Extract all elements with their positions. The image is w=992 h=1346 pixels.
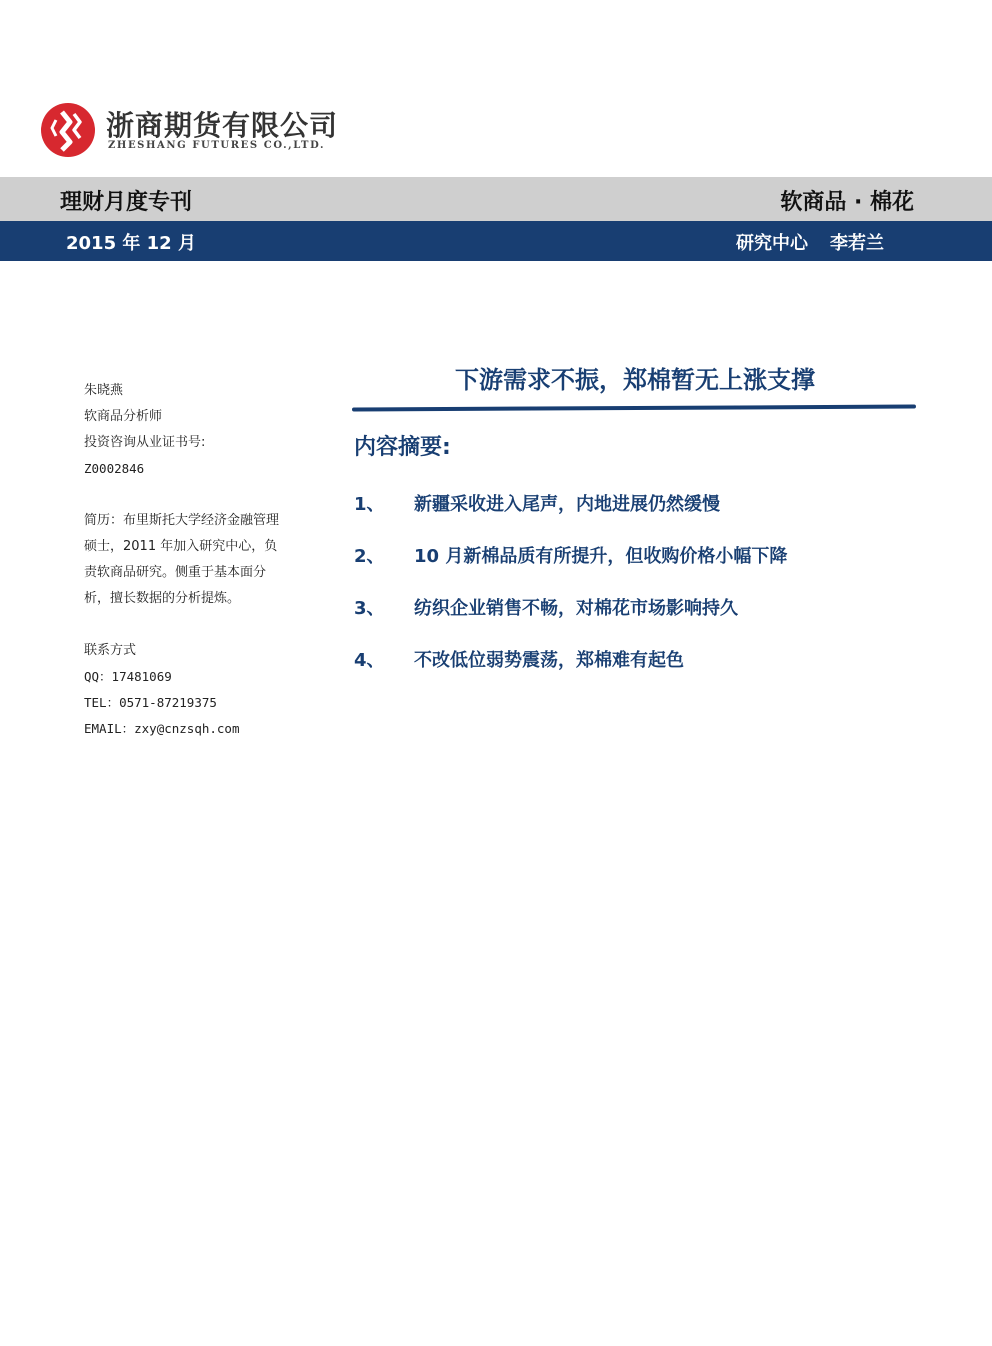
header-band-gray [0, 177, 992, 221]
report-title: 下游需求不振，郑棉暂无上涨支撑 [455, 366, 815, 394]
header-band-blue [0, 221, 992, 261]
summary-point-number: 4、 [354, 650, 385, 671]
contact-label: 联系方式 [84, 643, 137, 658]
summary-point-number: 3、 [354, 598, 385, 619]
contact-tel: TEL：0571-87219375 [84, 695, 217, 710]
author-line [736, 229, 884, 255]
summary-heading: 内容摘要: [354, 435, 451, 460]
analyst-role: 软商品分析师 [84, 409, 163, 424]
analyst-name: 朱晓燕 [84, 383, 124, 398]
report-type: 理财月度专刊 [60, 190, 193, 215]
report-category: 软商品 · 棉花 [780, 190, 914, 215]
summary-point-text: 不改低位弱势震荡，郑棉难有起色 [414, 650, 684, 671]
company-logo [40, 98, 339, 162]
analyst-sidebar [84, 378, 284, 742]
title-divider [352, 405, 916, 412]
report-date: 2015 年 12 月 [66, 233, 196, 254]
company-name-en: ZHESHANG FUTURES CO.,LTD. [108, 140, 326, 151]
summary-point-1 [354, 490, 914, 542]
summary-point-text: 新疆采收进入尾声，内地进展仍然缓慢 [414, 494, 720, 515]
zheshang-logo-icon [40, 102, 96, 158]
summary-point-2 [354, 542, 914, 594]
analyst-cert-no: Z0002846 [84, 461, 145, 476]
department: 研究中心 [736, 233, 808, 254]
contact-email[interactable]: EMAIL：zxy@cnzsqh.com [84, 721, 240, 736]
analyst-bio: 简历：布里斯托大学经济金融管理硕士，2011 年加入研究中心，负责软商品研究。侧重于基本面分析，擅长数据的分析提炼。 [84, 513, 280, 606]
analyst-cert-label: 投资咨询从业证书号: [84, 435, 206, 450]
summary-point-text: 10 月新棉品质有所提升，但收购价格小幅下降 [414, 546, 788, 567]
summary-point-3 [354, 594, 914, 646]
contact-qq: QQ：17481069 [84, 669, 172, 684]
summary-point-4 [354, 646, 914, 698]
summary-point-number: 1、 [354, 494, 385, 515]
author-name: 李若兰 [830, 233, 884, 254]
summary-points [354, 490, 914, 698]
summary-point-text: 纺织企业销售不畅，对棉花市场影响持久 [414, 598, 738, 619]
summary-point-number: 2、 [354, 546, 385, 567]
company-name-cn: 浙商期货有限公司 [106, 109, 339, 142]
